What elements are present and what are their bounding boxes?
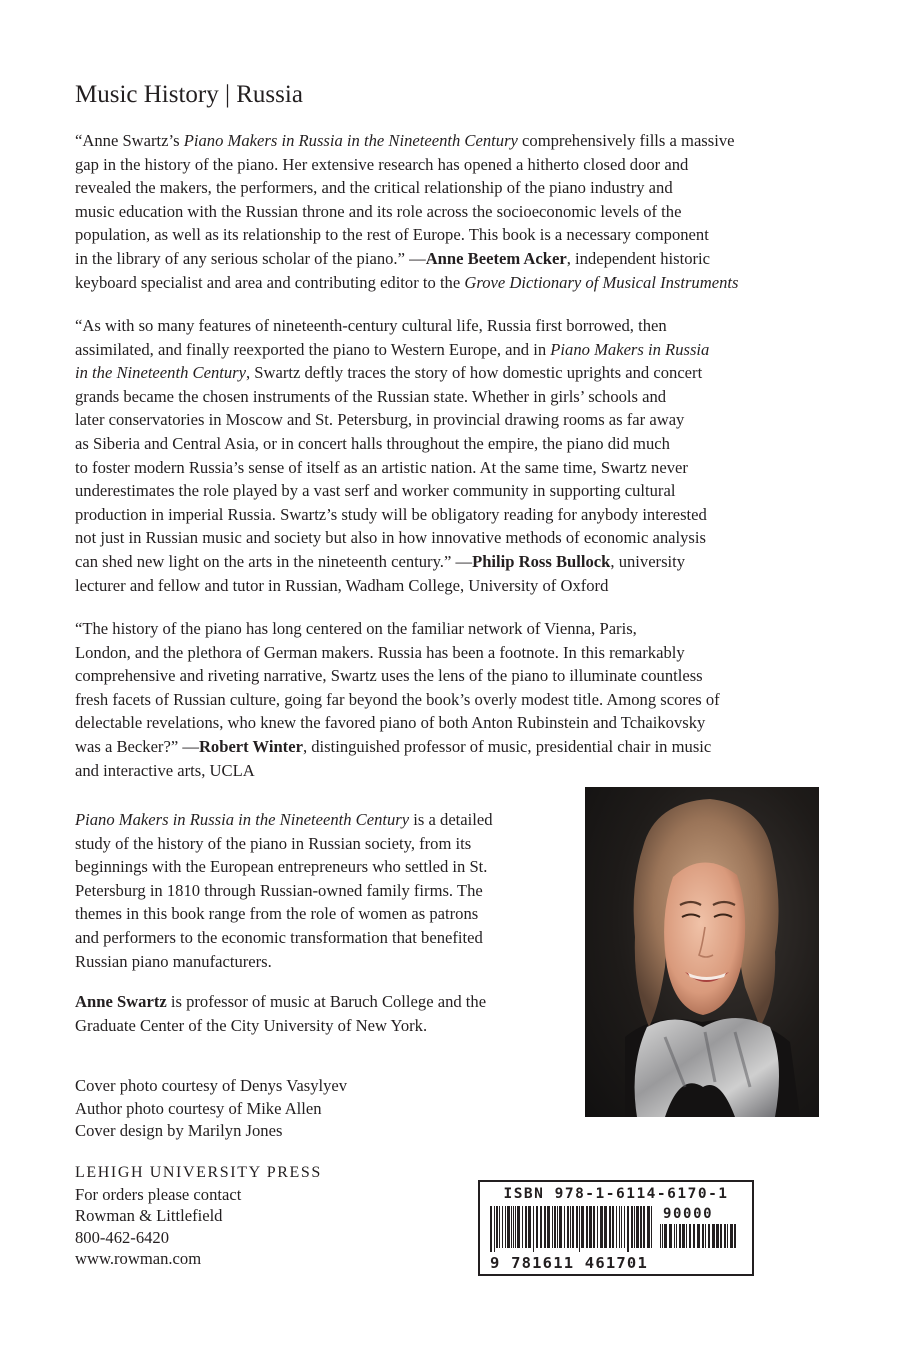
ean-number: 9 781611 461701 — [490, 1254, 648, 1272]
barcode-bar — [597, 1206, 598, 1248]
barcode-bar — [624, 1206, 625, 1248]
barcode-bar — [702, 1224, 704, 1248]
review-quote-bullock: “As with so many features of nineteenth-century cultural life, Russia first borrowed, then assimilated, and finally reexported the piano to Western Europe, and in Piano Makers in Russia in the Nineteenth Century, Swartz deftly traces the story of how domestic uprights and concert grands became the chosen instruments of the Russian state. Whether in girls’ schools and later conservatories in Moscow and St. Petersburg, in provincial drawing rooms as far away as Siberia and Central Asia, or in concert halls throughout the empire, the piano did much to foster modern Russia’s sense of itself as an artistic nation. At the same time, Swartz never underestimates the role played by a vast serf and worker community in supporting cultural production in imperial Russia. Swartz’s study will be obligatory reading for anybody interested not just in Russian music and society but also in how innovative methods of economic analysis can shed new light on the arts in the nineteenth century.” —Philip Ross Bullock, university lecturer and fellow and tutor in Russian, Wadham College, University of Oxford — [75, 316, 710, 595]
barcode-bar — [586, 1206, 588, 1248]
barcode-bar — [554, 1206, 556, 1248]
barcode-bar — [567, 1206, 569, 1248]
barcode-bar — [621, 1206, 622, 1248]
barcode-bar — [631, 1206, 633, 1248]
barcode-bar — [513, 1206, 514, 1248]
barcode-bar — [612, 1206, 614, 1248]
book-description: Piano Makers in Russia in the Nineteenth Century is a detailed study of the history of the piano in Russian society, from its beginnings with the European entrepreneurs who settled in St. Petersburg in 1810 through Russian-owned family firms. The themes in this book range from the role of women as patrons and performers to the economic transformation that benefited Russian piano manufacturers. — [75, 810, 493, 971]
barcode-bar — [689, 1224, 691, 1248]
category-heading: Music History | Russia — [75, 81, 303, 108]
barcode-bar — [724, 1224, 726, 1248]
barcode-bar — [716, 1224, 719, 1248]
barcode-bar — [581, 1206, 584, 1248]
author-portrait-illustration — [585, 787, 819, 1117]
barcode-bar — [528, 1206, 531, 1248]
barcode-bar — [517, 1206, 520, 1248]
barcode-bar — [636, 1206, 639, 1248]
book-title: Piano Makers in Russia in the Nineteenth Century — [75, 810, 410, 829]
barcode-bar — [576, 1206, 578, 1248]
barcode-bar — [552, 1206, 553, 1248]
barcode-bar — [679, 1224, 681, 1248]
barcode-bar — [619, 1206, 620, 1248]
barcode-bar — [686, 1224, 687, 1248]
barcode-bar — [662, 1224, 663, 1248]
book-title: in the Nineteenth Century — [75, 363, 246, 383]
barcode-bar — [547, 1206, 550, 1248]
barcode-bar — [676, 1224, 677, 1248]
isbn-barcode — [478, 1180, 754, 1276]
publisher-name: LEHIGH UNIVERSITY PRESS — [75, 1164, 322, 1181]
barcode-bar — [660, 1224, 661, 1248]
barcode-bar — [559, 1206, 562, 1248]
barcode-bar — [734, 1224, 736, 1248]
barcode-bar — [727, 1224, 728, 1248]
author-name: Anne Swartz — [75, 992, 167, 1011]
barcode-bar — [494, 1206, 495, 1252]
review-quote-acker: “Anne Swartz’s Piano Makers in Russia in the Nineteenth Century comprehensively fills a massive gap in the history of the piano. Her extensive research has opened a hitherto closed door and revealed the makers, the performers, and the critical relationship of the piano industry and music education with the Russian throne and its role across the socioeconomic levels of the population, as well as its relationship to the rest of Europe. This book is a necessary component in the library of any serious scholar of the piano.” —Anne Beetem Acker, independent historic keyboard specialist and area and contributing editor to the Grove Dictionary of Musical Instruments — [75, 131, 739, 292]
reviewer-name: Anne Beetem Acker — [425, 248, 567, 268]
addon-barcode-bars — [660, 1224, 738, 1252]
cover-photo-credit: Cover photo courtesy of Denys Vasylyev — [75, 1076, 348, 1095]
barcode-bar — [705, 1224, 706, 1248]
barcode-bar — [505, 1206, 506, 1248]
price-code: 90000 — [663, 1206, 714, 1222]
barcode-bar — [693, 1224, 695, 1248]
barcode-bar — [557, 1206, 558, 1248]
barcode-bar — [604, 1206, 607, 1248]
barcode-bar — [712, 1224, 715, 1248]
barcode-bar — [564, 1206, 565, 1248]
author-photo-credit: Author photo courtesy of Mike Allen — [75, 1098, 322, 1118]
barcode-bar — [572, 1206, 574, 1248]
cover-design-credit: Cover design by Marilyn Jones — [75, 1121, 283, 1140]
website-link: www.rowman.com — [75, 1249, 202, 1268]
isbn-number: ISBN 978-1-6114-6170-1 — [503, 1186, 729, 1202]
barcode-bar — [579, 1206, 580, 1252]
photo-credits — [75, 1075, 347, 1143]
barcode-bar — [507, 1206, 510, 1248]
barcode-bar — [669, 1224, 672, 1248]
barcode-bar — [697, 1224, 700, 1248]
barcode-bar — [616, 1206, 617, 1248]
barcode-bar — [499, 1206, 500, 1248]
barcode-bar — [522, 1206, 523, 1248]
review-quote-winter: “The history of the piano has long centered on the familiar network of Vienna, Paris, London, and the plethora of German makers. Russia has been a footnote. In this remarkably comprehensive and riveting narrative, Swartz uses the lens of the piano to illuminate countless fresh facets of Russian culture, going far beyond the book’s overly modest title. Among scores of delectable revelations, who knew the favored piano of both Anton Rubinstein and Tchaikovsky was a Becker?” —Robert Winter, distinguished professor of music, presidential chair in music and interactive arts, UCLA — [75, 619, 720, 780]
barcode-bar — [570, 1206, 571, 1248]
orders-contact: For orders please contact — [75, 1184, 242, 1204]
ean-barcode-bars — [490, 1206, 655, 1252]
barcode-bar — [600, 1206, 603, 1248]
barcode-bar — [730, 1224, 733, 1248]
barcode-bar — [682, 1224, 685, 1248]
barcode-bar — [536, 1206, 538, 1248]
barcode-bar — [511, 1206, 512, 1248]
publication-title: Grove Dictionary of Musical Instruments — [464, 272, 739, 292]
barcode-bar — [502, 1206, 503, 1248]
barcode-bar — [496, 1206, 498, 1248]
barcode-bar — [651, 1206, 652, 1248]
barcode-bar — [525, 1206, 527, 1248]
barcode-bar — [643, 1206, 645, 1248]
barcode-bar — [674, 1224, 675, 1248]
barcode-bar — [647, 1206, 650, 1248]
author-photo — [585, 787, 819, 1117]
barcode-bar — [664, 1224, 667, 1248]
barcode-bar — [533, 1206, 534, 1252]
barcode-bar — [490, 1206, 492, 1252]
reviewer-name: Robert Winter — [198, 736, 303, 756]
barcode-bar — [640, 1206, 642, 1248]
barcode-bar — [544, 1206, 546, 1248]
barcode-bar — [627, 1206, 629, 1252]
author-bio: Anne Swartz is professor of music at Baruch College and the Graduate Center of the City University of New York. — [75, 992, 487, 1035]
barcode-bar — [589, 1206, 592, 1248]
barcode-bar — [634, 1206, 635, 1248]
phone-number: 800-462-6420 — [75, 1227, 170, 1247]
publisher-block — [75, 1162, 322, 1270]
barcode-bar — [720, 1224, 722, 1248]
barcode-bar — [515, 1206, 516, 1248]
book-title: Piano Makers in Russia — [550, 339, 710, 359]
barcode-bar — [708, 1224, 710, 1248]
distributor-name: Rowman & Littlefield — [75, 1206, 223, 1225]
barcode-bar — [540, 1206, 542, 1248]
reviewer-name: Philip Ross Bullock — [472, 551, 611, 571]
barcode-bar — [609, 1206, 611, 1248]
barcode-bar — [593, 1206, 595, 1248]
book-title: Piano Makers in Russia in the Nineteenth Century — [183, 131, 518, 150]
